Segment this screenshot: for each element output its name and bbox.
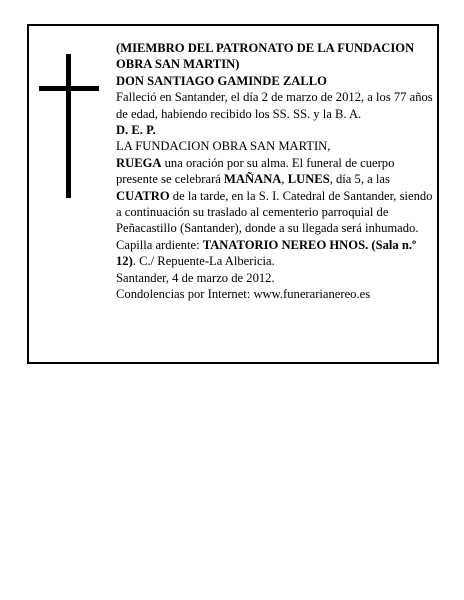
cross-vertical-bar [66, 54, 71, 198]
condolences-line: Condolencias por Internet: www.funerarianereo.es [116, 287, 371, 302]
cuatro-word: CUATRO [116, 188, 170, 203]
foundation-name: LA FUNDACION OBRA SAN MARTIN, [116, 139, 331, 154]
funeral-comma: , [281, 172, 288, 187]
date-line: Santander, 4 de marzo de 2012. [116, 270, 275, 285]
deceased-name: DON SANTIAGO GAMINDE ZALLO [116, 73, 327, 88]
manana-word: MAÑANA [224, 172, 282, 187]
header-membership: (MIEMBRO DEL PATRONATO DE LA FUNDACION OBRA SAN MARTIN) [116, 41, 415, 72]
funeral-text-3: de la tarde, en la S. I. Catedral de Santander, siendo a continuación su traslado al cementerio parroquial de Peñacastillo (Santander), donde a su llegada será inhumado. [116, 188, 433, 236]
lunes-word: LUNES [287, 172, 330, 187]
cross-horizontal-bar [39, 86, 99, 91]
obituary-notice [27, 24, 439, 364]
dep-line: D. E. P. [116, 123, 156, 138]
notice-text [116, 40, 434, 303]
funeral-paragraph [116, 155, 434, 237]
ruega-word: RUEGA [116, 155, 162, 170]
death-statement: Falleció en Santander, el día 2 de marzo de 2012, a los 77 años de edad, habiendo recibido los SS. SS. y la B. A. [116, 90, 433, 121]
cross-icon [39, 54, 99, 198]
chapel-label: Capilla ardiente: [116, 237, 203, 252]
funeral-text-2: , día 5, a las [329, 172, 390, 187]
funeral-text-1: una oración por su alma. El funeral de cuerpo presente se celebrará [116, 155, 395, 187]
chapel-line [116, 237, 434, 270]
chapel-name: TANATORIO NEREO HNOS. (Sala n.º 12) [116, 237, 417, 269]
chapel-address: . C./ Repuente-La Albericia. [132, 254, 275, 269]
